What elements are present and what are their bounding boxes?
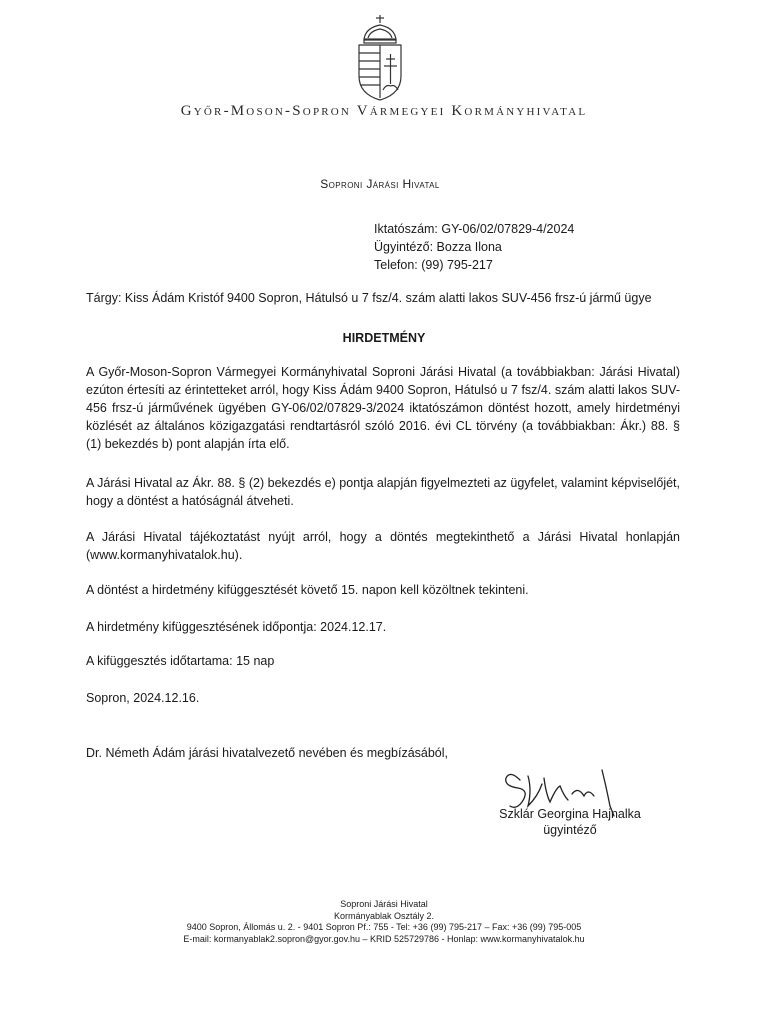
footer-office: Soproni Járási Hivatal <box>340 899 428 909</box>
coat-of-arms-icon <box>355 14 405 102</box>
case-number: Iktatószám: GY-06/02/07829-4/2024 <box>374 222 575 236</box>
subject-line: Tárgy: Kiss Ádám Kristóf 9400 Sopron, Hátulsó u 7 fsz/4. szám alatti lakos SUV-456 frsz-ú jármű ügye <box>86 291 652 305</box>
agency-name: Győr-Moson-Sopron Vármegyei Kormányhivatal <box>180 103 588 119</box>
on-behalf-line: Dr. Németh Ádám járási hivatalvezető nevében és megbízásából, <box>86 746 448 760</box>
publication-rule: A döntést a hirdetmény kifüggesztését követő 15. napon kell közöltnek tekinteni. <box>86 583 529 597</box>
footer-address: 9400 Sopron, Állomás u. 2. - 9401 Sopron Pf.: 755 - Tel: +36 (99) 795-217 – Fax: +36 (99) 795-005 <box>186 922 582 932</box>
body-paragraph: A Járási Hivatal tájékoztatást nyújt arról, hogy a döntés megtekinthető a Járási Hivatal honlapján (www.kormanyhivatalok.hu). <box>86 530 680 562</box>
signer-title: ügyintéző <box>543 823 597 837</box>
signer-name: Szklár Georgina Hajnalka <box>499 807 641 821</box>
body-paragraph: A Járási Hivatal az Ákr. 88. § (2) bekezdés e) pontja alapján figyelmezteti az ügyfelet, valamint képviselőjét, hogy a döntést a hatóságnál átveheti. <box>86 476 680 508</box>
phone-number: Telefon: (99) 795-217 <box>374 258 493 272</box>
posting-date: A hirdetmény kifüggesztésének időpontja: 2024.12.17. <box>86 620 387 634</box>
posting-duration: A kifüggesztés időtartama: 15 nap <box>86 654 275 668</box>
office-name: Soproni Járási Hivatal <box>320 177 440 191</box>
case-officer: Ügyintéző: Bozza Ilona <box>374 240 502 254</box>
body-paragraph: A Győr-Moson-Sopron Vármegyei Kormányhivatal Soproni Járási Hivatal (a továbbiakban: Járási Hivatal) ezúton értesíti az érintetteket arról, hogy Kiss Ádám 9400 Sopron, Hátulsó u 7 fsz/4. szám alatti lakos SUV-456 frsz-ú járművének ügyében GY-06/02/07829-3/2024 iktatószámon döntést hozott, amely hirdetményi közlését az általános közigazgatási rendtartásról szóló 2016. évi CL törvény (a továbbiakban: Ákr.) 88. § (1) bekezdés b) pont alapján írta elő. <box>86 365 680 451</box>
footer-department: Kormányablak Osztály 2. <box>333 910 435 921</box>
footer-contact: E-mail: kormanyablak2.sopron@gyor.gov.hu – KRID 525729786 - Honlap: www.kormanyhivatalok.hu <box>183 933 585 944</box>
place-and-date: Sopron, 2024.12.16. <box>86 691 200 705</box>
signer-block <box>484 806 656 838</box>
footer <box>0 899 768 945</box>
document-heading: HIRDETMÉNY <box>342 331 426 345</box>
